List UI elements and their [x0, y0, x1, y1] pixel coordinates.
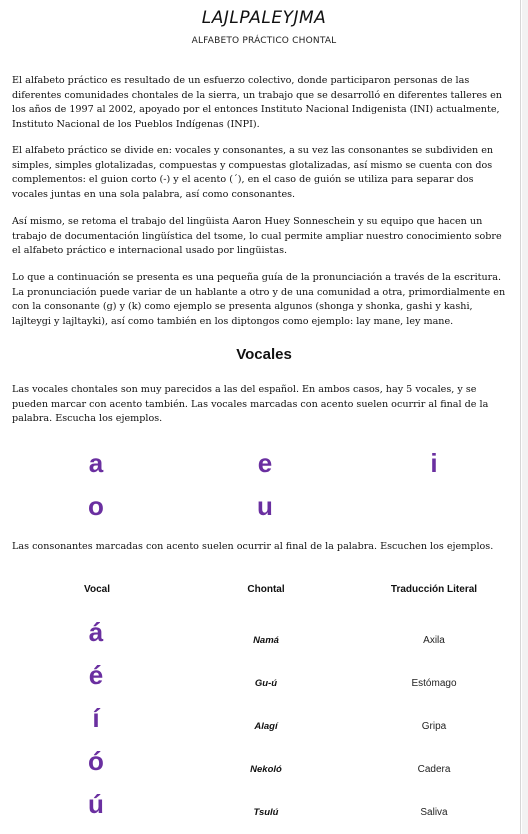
intro-paragraph-3: Así mismo, se retoma el trabajo del lingüista Aaron Huey Sonneschein y su equipo que hacen un trabajo de documentación lingüística del tsome, lo cual permite ampliar nuestro conocimiento sobre el alfabeto práctico e internacional usado por lingüistas. [12, 216, 502, 256]
vowel-e-button[interactable]: e [257, 448, 273, 478]
vocal-cell[interactable]: ú [88, 789, 104, 819]
column-header-vocal: Vocal [84, 584, 110, 595]
vowel-o-button[interactable]: o [88, 491, 104, 521]
chontal-cell: Nekoló [250, 764, 282, 775]
vocales-heading: Vocales [236, 346, 292, 363]
chontal-cell: Gu-ú [254, 678, 278, 689]
vocales-description: Las vocales chontales son muy parecidos a las del español. En ambos casos, hay 5 vocales, y se pueden marcar con acento también. Las vocales marcadas con acento suelen ocurrir al final de la palabra. Escucha los ejemplos. [12, 384, 489, 424]
chontal-cell: Tsulú [253, 807, 279, 818]
chontal-cell: Alagí [254, 721, 278, 732]
traduccion-cell: Gripa [421, 721, 447, 732]
vowel-i-button[interactable]: i [430, 448, 438, 478]
page-edge [522, 0, 528, 834]
vocal-cell[interactable]: é [88, 660, 104, 690]
traduccion-cell: Axila [423, 635, 445, 646]
vocal-cell[interactable]: á [88, 617, 104, 647]
vowel-a-button[interactable]: a [88, 448, 104, 478]
vowel-u-button[interactable]: u [257, 491, 273, 521]
page-title: LAJLPALEYJMA [201, 8, 327, 28]
page-subtitle: ALFABETO PRÁCTICO CHONTAL [191, 36, 337, 46]
traduccion-cell: Saliva [420, 807, 448, 818]
accent-note: Las consonantes marcadas con acento suelen ocurrir al final de la palabra. Escuchen los ejemplos. [12, 541, 494, 552]
vocal-cell[interactable]: í [92, 703, 100, 733]
traduccion-cell: Estómago [411, 678, 457, 689]
intro-paragraph-1: El alfabeto práctico es resultado de un esfuerzo colectivo, donde participaron personas de las diferentes comunidades chontales de la sierra, un trabajo que se desarrolló en diferentes talleres en los años de 1997 al 2002, apoyado por el entonces Instituto Nacional Indigenista (INI) actualmente, Instituto Nacional de los Pueblos Indígenas (INPI). [12, 75, 502, 130]
intro-paragraph-4: Lo que a continuación se presenta es una pequeña guía de la pronunciación a través de la escritura. La pronunciación puede variar de un hablante a otro y de una comunidad a otra, primordialmente en con la consonante (g) y (k) como ejemplo se presenta algunos (shonga y shonka, gashi y kashi, lajlteygi y lajltayki), así como también en los diptongos como ejemplo: lay mane, ley mane. [12, 272, 506, 327]
column-header-chontal: Chontal [247, 584, 285, 595]
vocal-cell[interactable]: ó [88, 746, 104, 776]
column-header-traduccion: Traducción Literal [390, 584, 478, 595]
intro-paragraph-2: El alfabeto práctico se divide en: vocales y consonantes, a su vez las consonantes se subdividen en simples, simples glotalizadas, compuestas y compuestas glotalizadas, así mismo se cuenta con dos complementos: el guion corto (-) y el acento (´), en el caso de guión se utiliza para separar dos vocales juntas en una sola palabra, así como consonantes. [12, 145, 494, 200]
traduccion-cell: Cadera [417, 764, 451, 775]
chontal-cell: Namá [253, 635, 279, 646]
